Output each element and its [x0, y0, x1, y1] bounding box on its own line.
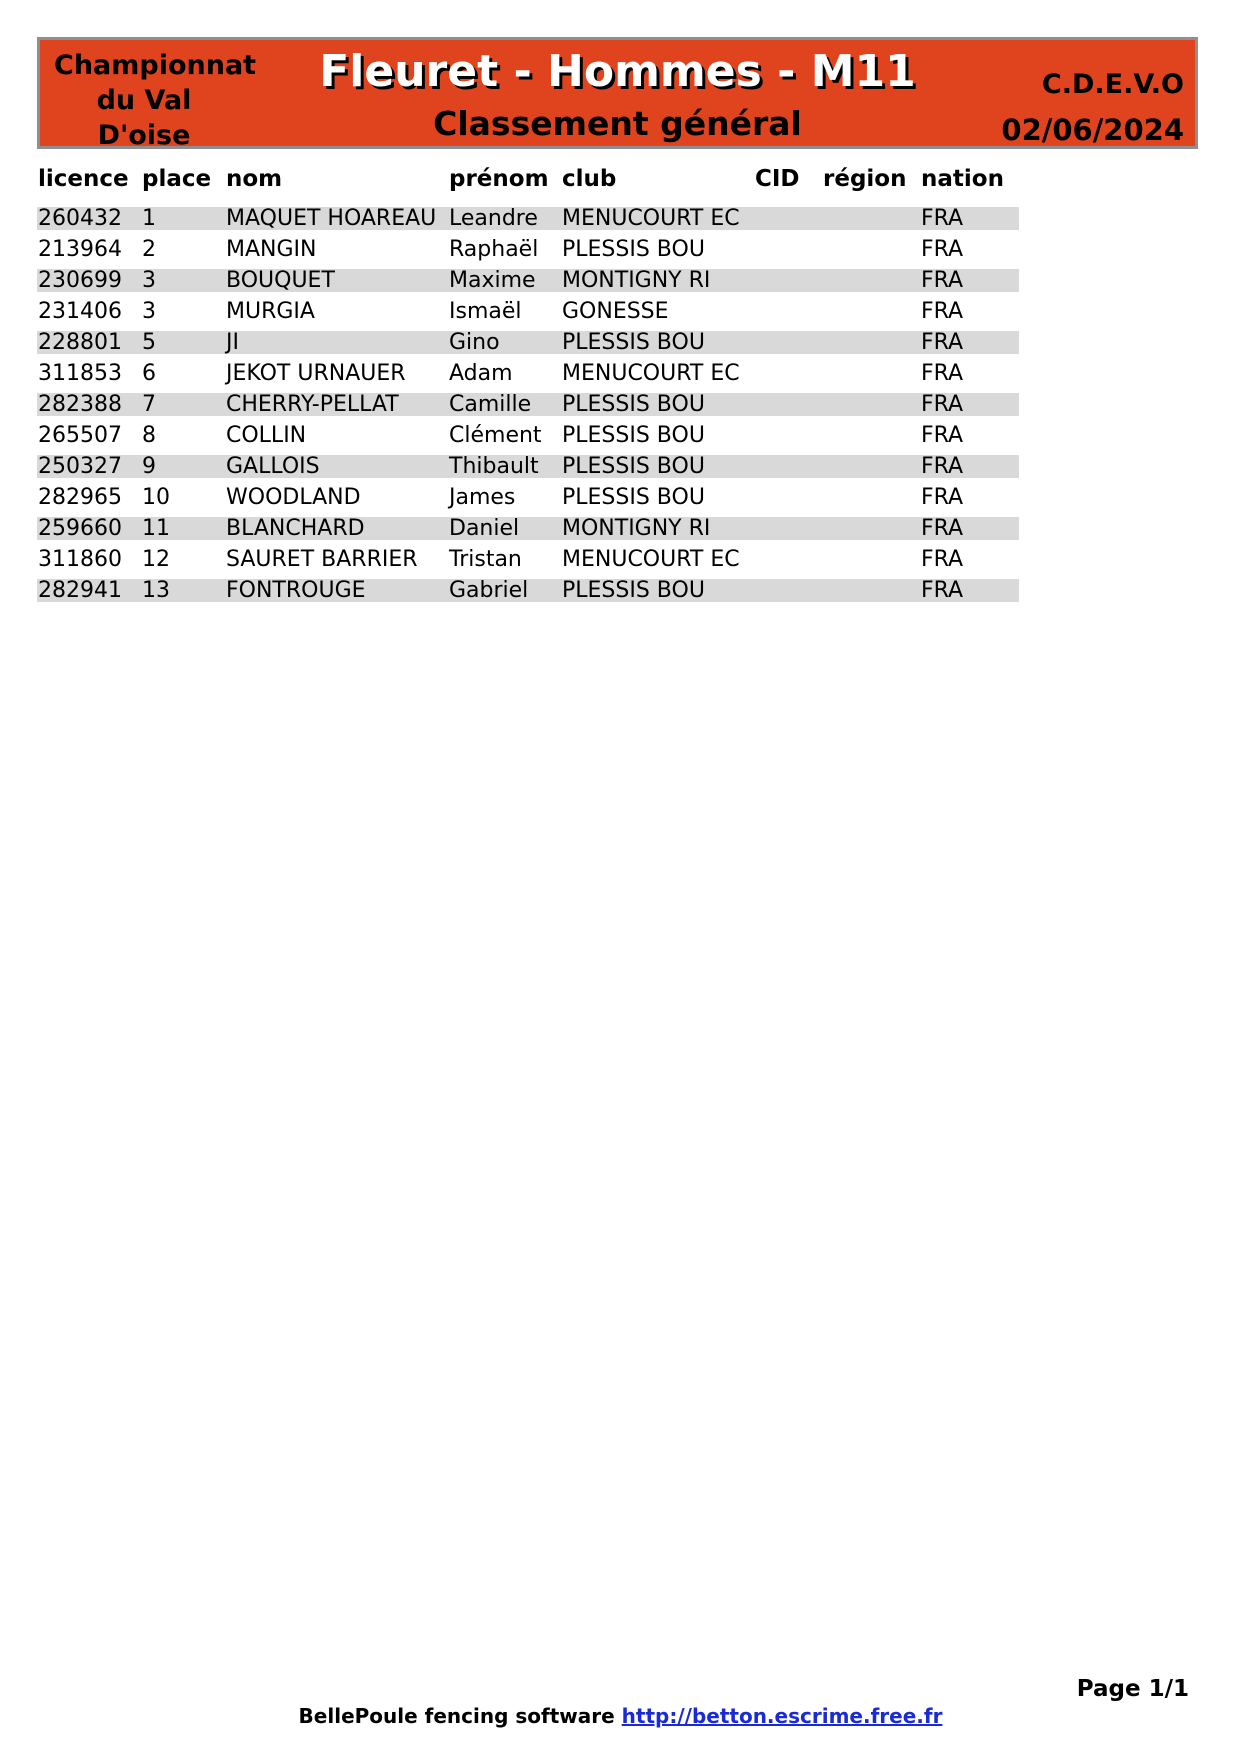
cell-place: 3 [142, 299, 156, 324]
cell-prenom: Gabriel [449, 578, 529, 603]
cell-prenom: Clément [449, 423, 542, 448]
cell-place: 12 [142, 547, 170, 572]
table-row [37, 424, 1019, 447]
header-banner [37, 37, 1198, 149]
column-header-nation: nation [921, 166, 1004, 192]
cell-licence: 260432 [38, 206, 122, 231]
cell-licence: 311860 [38, 547, 122, 572]
cell-nation: FRA [921, 516, 964, 541]
cell-place: 8 [142, 423, 156, 448]
cell-club: PLESSIS BOU [562, 392, 705, 417]
cell-prenom: Adam [449, 361, 513, 386]
cell-nom: CHERRY-PELLAT [226, 392, 399, 417]
cell-prenom: Daniel [449, 516, 520, 541]
table-row [37, 548, 1019, 571]
organizer: C.D.E.V.O [1041, 69, 1184, 100]
table-row [37, 362, 1019, 385]
championship-name [54, 48, 257, 153]
championship-line2: du Val D'oise [96, 85, 192, 151]
cell-nation: FRA [921, 299, 964, 324]
cell-nation: FRA [921, 237, 964, 262]
table-row [37, 207, 1019, 230]
cell-club: MENUCOURT EC [562, 547, 740, 572]
cell-club: PLESSIS BOU [562, 578, 705, 603]
cell-prenom: Gino [449, 330, 500, 355]
cell-licence: 213964 [38, 237, 122, 262]
cell-club: MENUCOURT EC [562, 206, 740, 231]
table-row [37, 579, 1019, 602]
column-header-region: région [823, 166, 907, 192]
cell-prenom: Maxime [449, 268, 536, 293]
footer [0, 1704, 1241, 1728]
column-header-cid: CID [755, 166, 800, 192]
cell-nom: GALLOIS [226, 454, 320, 479]
table-row [37, 486, 1019, 509]
cell-club: MONTIGNY RI [562, 268, 711, 293]
table-row [37, 269, 1019, 292]
software-credit: BellePoule fencing software [298, 1704, 615, 1728]
cell-nation: FRA [921, 485, 964, 510]
cell-prenom: Tristan [449, 547, 522, 572]
cell-club: PLESSIS BOU [562, 454, 705, 479]
cell-place: 10 [142, 485, 170, 510]
cell-club: GONESSE [562, 299, 669, 324]
cell-club: PLESSIS BOU [562, 237, 705, 262]
column-header-licence: licence [38, 166, 129, 192]
page-number: Page 1/1 [1076, 1676, 1189, 1702]
cell-nom: MURGIA [226, 299, 315, 324]
cell-nom: MANGIN [226, 237, 317, 262]
cell-prenom: Ismaël [449, 299, 522, 324]
cell-licence: 311853 [38, 361, 122, 386]
cell-licence: 231406 [38, 299, 122, 324]
cell-nom: BLANCHARD [226, 516, 365, 541]
cell-prenom: Raphaël [449, 237, 539, 262]
cell-licence: 228801 [38, 330, 122, 355]
cell-nom: JI [226, 330, 239, 355]
column-header-nom: nom [226, 166, 283, 192]
cell-place: 6 [142, 361, 156, 386]
cell-nation: FRA [921, 547, 964, 572]
cell-place: 9 [142, 454, 156, 479]
cell-nation: FRA [921, 454, 964, 479]
table-row [37, 331, 1019, 354]
column-header-place: place [142, 166, 212, 192]
cell-nom: JEKOT URNAUER [226, 361, 406, 386]
page-title: Fleuret - Hommes - M11 [319, 46, 916, 97]
cell-nom: WOODLAND [226, 485, 361, 510]
cell-place: 1 [142, 206, 156, 231]
results-table [37, 207, 1019, 610]
table-row [37, 238, 1019, 261]
cell-nation: FRA [921, 361, 964, 386]
cell-licence: 265507 [38, 423, 122, 448]
championship-line1: Championnat [54, 50, 257, 81]
cell-nom: FONTROUGE [226, 578, 366, 603]
table-row [37, 455, 1019, 478]
event-date: 02/06/2024 [1001, 113, 1184, 147]
cell-nom: COLLIN [226, 423, 307, 448]
cell-nation: FRA [921, 330, 964, 355]
cell-place: 3 [142, 268, 156, 293]
page-subtitle: Classement général [433, 104, 802, 143]
cell-licence: 259660 [38, 516, 122, 541]
cell-licence: 230699 [38, 268, 122, 293]
cell-club: PLESSIS BOU [562, 423, 705, 448]
cell-prenom: Camille [449, 392, 532, 417]
cell-prenom: James [449, 485, 516, 510]
table-row [37, 300, 1019, 323]
cell-club: PLESSIS BOU [562, 485, 705, 510]
table-header [38, 162, 1018, 196]
cell-nom: MAQUET HOAREAU [226, 206, 437, 231]
cell-nation: FRA [921, 423, 964, 448]
cell-place: 7 [142, 392, 156, 417]
cell-place: 5 [142, 330, 156, 355]
cell-club: MONTIGNY RI [562, 516, 711, 541]
cell-licence: 250327 [38, 454, 122, 479]
cell-prenom: Thibault [449, 454, 539, 479]
cell-licence: 282941 [38, 578, 122, 603]
cell-nation: FRA [921, 268, 964, 293]
cell-club: PLESSIS BOU [562, 330, 705, 355]
cell-nation: FRA [921, 578, 964, 603]
cell-nom: BOUQUET [226, 268, 335, 293]
cell-place: 13 [142, 578, 170, 603]
column-header-prenom: prénom [449, 166, 549, 192]
cell-nom: SAURET BARRIER [226, 547, 418, 572]
software-link[interactable]: http://betton.escrime.free.fr [621, 1704, 943, 1728]
table-row [37, 393, 1019, 416]
cell-nation: FRA [921, 392, 964, 417]
cell-licence: 282388 [38, 392, 122, 417]
cell-nation: FRA [921, 206, 964, 231]
table-row [37, 517, 1019, 540]
column-header-club: club [562, 166, 617, 192]
cell-place: 2 [142, 237, 156, 262]
cell-place: 11 [142, 516, 170, 541]
cell-licence: 282965 [38, 485, 122, 510]
cell-club: MENUCOURT EC [562, 361, 740, 386]
cell-prenom: Leandre [449, 206, 538, 231]
